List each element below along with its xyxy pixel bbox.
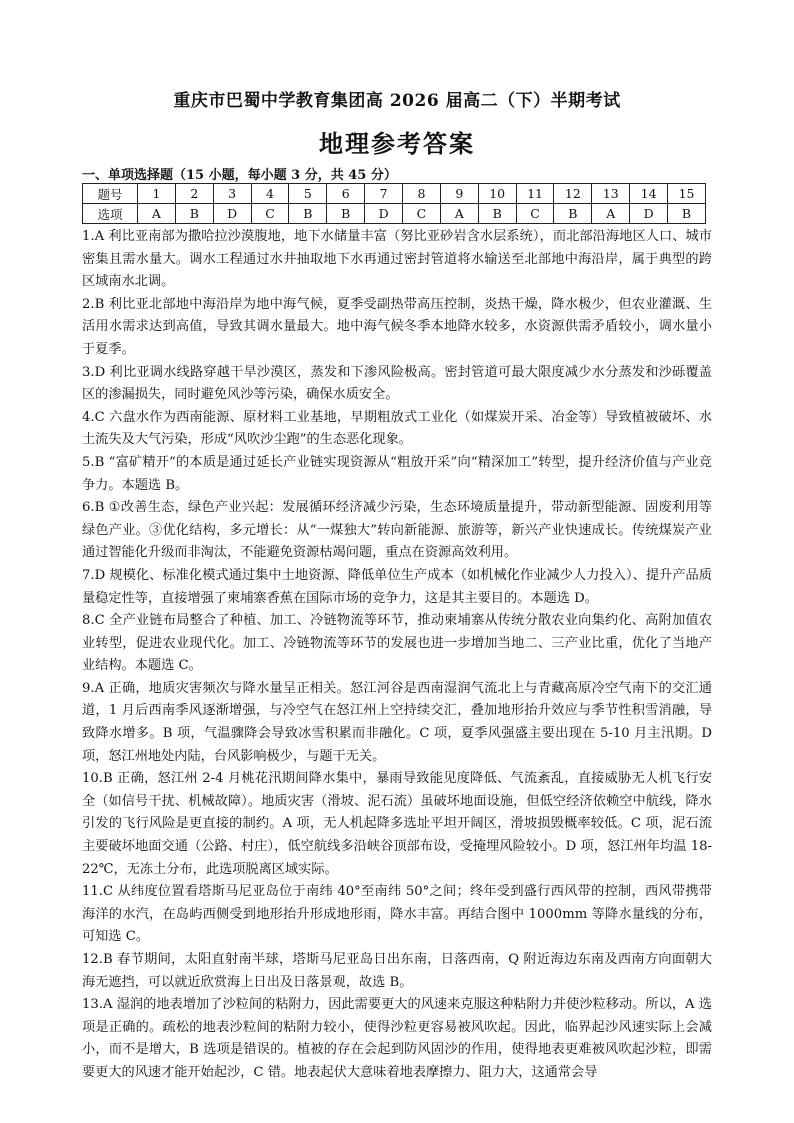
explanation-paragraph: 2.B 利比亚北部地中海沿岸为地中海气候，夏季受副热带高压控制，炎热干燥，降水极少，但农业灌溉、生活用水需求达到高值，导致其调水量最大。地中海气候冬季本地降水较多，水资源供需矛盾较小，调水量小于夏季。 [82,296,712,357]
answer-option: B [554,204,592,224]
explanation-paragraph: 4.C 六盘水作为西南能源、原材料工业基地，早期粗放式工业化（如煤炭开采、冶金等）导致植被破坏、水土流失及大气污染，形成“风吹沙尘跑”的生态恶化现象。 [82,409,712,448]
question-number: 3 [213,184,251,204]
answer-option: C [516,204,554,224]
explanation-paragraph: 3.D 利比亚调水线路穿越干旱沙漠区，蒸发和下渗风险极高。密封管道可最大限度减少水分蒸发和沙砾覆盖区的渗漏损失，同时避免风沙等污染，确保水质安全。 [82,364,712,403]
question-number: 11 [516,184,554,204]
question-number: 15 [668,184,706,204]
explanation-paragraph: 11.C 从纬度位置看塔斯马尼亚岛位于南纬 40°至南纬 50°之间；终年受到盛行西风带的控制，西风带携带海洋的水汽，在岛屿西侧受到地形抬升形成地形雨，降水丰富。再结合图中 1000mm 等降水量线的分布，可知选 C。 [82,884,712,945]
explanation-paragraph: 13.A 湿润的地表增加了沙粒间的粘附力，因此需要更大的风速来克服这种粘附力并使沙粒移动。所以，A 选项是正确的。疏松的地表沙粒间的粘附力较小，使得沙粒更容易被风吹起。因此，临界起沙风速实际上会减小，而不是增大，B 选项是错误的。植被的存在会起到防风固沙的作用，使得地表更难被风吹起沙粒，即需要更大的风速才能开始起沙，C 错。地表起伏大意味着地表摩擦力、阻力大，这通常会导 [82,997,712,1080]
table-row-options [83,204,706,224]
question-number: 4 [251,184,289,204]
question-number: 14 [630,184,668,204]
explanation-paragraph: 1.A 利比亚南部为撒哈拉沙漠腹地，地下水储量丰富（努比亚砂岩含水层系统），而北部沿海地区人口、城市密集且需水量大。调水工程通过水井抽取地下水再通过密封管道将水输送至北部地中海沿岸，属于典型的跨区域南水北调。 [82,229,712,290]
answer-option: C [251,204,289,224]
exam-title: 重庆市巴蜀中学教育集团高 2026 届高二（下）半期考试 [173,91,621,111]
explanation-paragraph: 8.C 全产业链布局整合了种植、加工、冷链物流等环节，推动柬埔寨从传统分散农业向集约化、高附加值农业转型，促进农业现代化。加工、冷链物流等环节的发展也进一步增加当地二、三产业比重，优化了当地产业结构。本题选 C。 [82,613,712,674]
explanation-paragraph: 6.B ①改善生态，绿色产业兴起：发展循环经济减少污染，生态环境质量提升，带动新型能源、固废利用等绿色产业。③优化结构，多元增长：从“一煤独大”转向新能源、旅游等，新兴产业快速成长。传统煤炭产业通过智能化升级而非淘汰，不能避免资源枯竭问题，重点在资源高效利用。 [82,500,712,561]
question-number: 2 [175,184,213,204]
answer-option: D [213,204,251,224]
question-number: 5 [289,184,327,204]
answer-option: B [289,204,327,224]
question-number: 8 [403,184,441,204]
question-number: 12 [554,184,592,204]
question-number: 1 [138,184,176,204]
question-number: 6 [327,184,365,204]
explanation-paragraph: 5.B “富矿精开”的本质是通过延长产业链实现资源从“粗放开采”向“精深加工”转型，提升经济价值与产业竞争力。本题选 B。 [82,454,712,493]
page-title: 地理参考答案 [319,129,475,158]
table-row-numbers [83,184,706,204]
explanation-paragraph: 9.A 正确，地质灾害频次与降水量呈正相关。怒江河谷是西南湿润气流北上与青藏高原冷空气南下的交汇通道，1 月后西南季风逐渐增强，与冷空气在怒江州上空持续交汇，叠加地形抬升效应与季节性积雪消融，导致降水增多。B 项，气温骤降会导致冰雪积累而非融化。C 项，夏季风强盛主要出现在 5-10 月主汛期。D 项，怒江州地处内陆，台风影响极少，与题干无关。 [82,680,712,764]
explanation-paragraph: 12.B 春节期间，太阳直射南半球，塔斯马尼亚岛日出东南，日落西南，Q 附近海边东南及西南方向面朝大海无遮挡，可以就近欣赏海上日出及日落景观，故选 B。 [82,952,712,990]
answer-option: B [668,204,706,224]
answer-option: A [592,204,630,224]
section-heading: 一、单项选择题（15 小题，每小题 3 分，共 45 分） [82,168,397,183]
row-label-number: 题号 [83,184,138,204]
answer-option: A [138,204,176,224]
answer-option: D [365,204,403,224]
explanations [82,226,712,1085]
answer-option: B [478,204,516,224]
answer-option: D [630,204,668,224]
row-label-option: 选项 [83,204,138,224]
answer-table [82,183,706,224]
explanation-paragraph: 7.D 规模化、标准化模式通过集中土地资源、降低单位生产成本（如机械化作业减少人力投入）、提升产品质量稳定性等，直接增强了柬埔寨香蕉在国际市场的竞争力，这是其主要目的。本题选 D。 [82,567,712,606]
answer-option: B [175,204,213,224]
question-number: 13 [592,184,630,204]
explanation-paragraph: 10.B 正确，怒江州 2-4 月桃花汛期间降水集中，暴雨导致能见度降低、气流紊乱，直接威胁无人机飞行安全（如信号干扰、机械故障）。地质灾害（滑坡、泥石流）虽破坏地面设施，但低空经济依赖空中航线，降水引发的飞行风险是更直接的制约。A 项，无人机起降多选址平坦开阔区，滑坡损毁概率较低。C 项，泥石流主要破坏地面交通（公路、村庄），低空航线多沿峡谷顶部布设，受掩埋风险较小。D 项，怒江州年均温 18-22℃，无冻土分布，此选项脱离区域实际。 [82,771,712,877]
answer-option: B [327,204,365,224]
question-number: 10 [478,184,516,204]
question-number: 7 [365,184,403,204]
answer-option: A [440,204,478,224]
answer-option: C [403,204,441,224]
question-number: 9 [440,184,478,204]
